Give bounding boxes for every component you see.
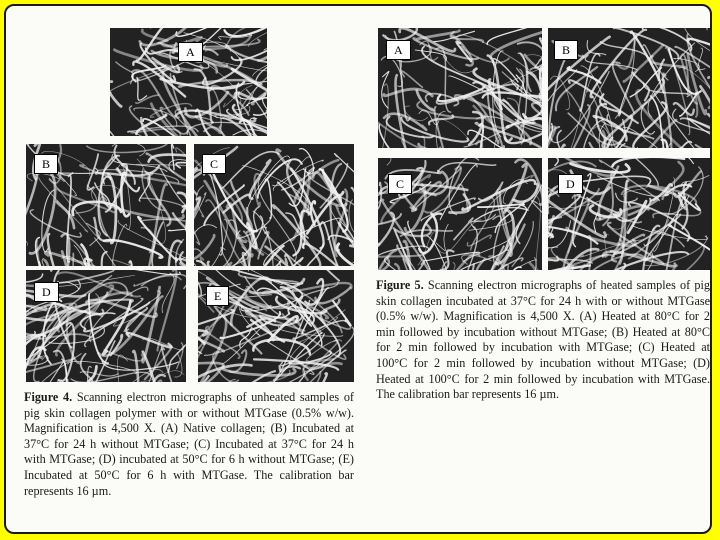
collagen-fiber	[258, 33, 267, 61]
fig5-micrograph-b	[548, 28, 710, 148]
collagen-fiber	[521, 263, 537, 270]
collagen-fiber	[205, 181, 253, 256]
collagen-fiber	[535, 47, 542, 68]
collagen-fiber	[94, 218, 113, 241]
collagen-fiber	[43, 260, 50, 266]
fig4-micrograph-d	[26, 270, 186, 382]
collagen-fiber	[26, 241, 27, 266]
collagen-fiber	[419, 144, 501, 148]
fig4-micrograph-a	[110, 28, 267, 136]
collagen-fiber	[136, 95, 159, 103]
collagen-fiber	[420, 172, 447, 195]
collagen-fiber	[285, 255, 308, 266]
fig4-panel-label-c: C	[202, 154, 226, 174]
slide	[4, 4, 712, 534]
fig5-panel-label-b: B	[554, 40, 578, 60]
collagen-fiber	[130, 351, 138, 382]
collagen-fiber	[194, 225, 217, 266]
figure4-caption-text: Scanning electron micrographs of unheated samples of pig skin collagen polymer with or without MTGase (0.5% w/w). Magnification is 4,500 X. (A) Native collagen; (B) Incubated at 37°C for 24 h without MTGase; (C) Incubated at 37°C for 24 h with MTGase; (D) incubated at 50°C for 6 h without MTGase; (E) Incubated at 50°C for 6 h with MTGase. The calibration bar represents 16 µm.	[24, 390, 354, 498]
figure5-caption-text: Scanning electron micrographs of heated samples of pig skin collagen incubated at 37°C for 24 h with or without MTGase (0.5% w/w). Magnification is 4,500 X. (A) Heated at 80°C for 2 min followed by incubation without MTGase; (B) Heated at 80°C for 2 min followed by incubation with MTGase; (C) Heated at 100°C for 2 min followed by incubation without MTGase; (D) Heated at 100°C for 2 min followed by incubation with MTGase. The calibration bar represents 16 µm.	[376, 278, 711, 402]
fig4-micrograph-b	[26, 144, 186, 266]
fig4-panel-label-d: D	[34, 282, 59, 302]
collagen-fiber	[687, 118, 710, 138]
collagen-fiber	[417, 102, 485, 118]
collagen-fiber	[225, 28, 268, 36]
collagen-fiber	[709, 103, 710, 122]
collagen-fiber	[518, 42, 542, 61]
collagen-fiber	[548, 158, 558, 165]
collagen-fiber	[579, 176, 651, 184]
collagen-fiber	[258, 178, 296, 261]
collagen-fiber	[26, 270, 52, 271]
fig4-panel-label-b: B	[34, 154, 58, 174]
collagen-fiber	[632, 226, 708, 240]
collagen-fiber	[384, 89, 432, 96]
collagen-fiber	[198, 329, 207, 335]
collagen-fiber	[613, 62, 635, 113]
fig4-panel-label-e: E	[206, 286, 229, 306]
collagen-fiber	[378, 158, 391, 175]
collagen-fiber	[476, 259, 485, 270]
fig4-panel-label-a: A	[178, 42, 203, 62]
collagen-fiber	[172, 144, 174, 170]
collagen-fiber	[378, 182, 381, 210]
fig5-micrograph-a	[378, 28, 542, 148]
fig5-micrograph-c	[378, 158, 542, 270]
figure4-caption	[24, 390, 354, 499]
collagen-fiber	[87, 144, 168, 152]
collagen-fiber	[116, 62, 134, 84]
figure5-caption-label: Figure 5.	[376, 278, 424, 292]
collagen-fiber	[26, 171, 37, 230]
collagen-fiber	[612, 158, 684, 166]
collagen-fiber	[177, 343, 183, 369]
collagen-fiber	[438, 163, 496, 173]
fig5-micrograph-d	[548, 158, 710, 270]
figure5-caption	[376, 278, 710, 403]
figure4-caption-label: Figure 4.	[24, 390, 73, 404]
collagen-fiber	[185, 92, 228, 117]
collagen-fiber	[422, 47, 494, 90]
collagen-fiber	[467, 235, 491, 246]
collagen-fiber	[349, 200, 354, 236]
fig5-panel-label-c: C	[388, 174, 412, 194]
collagen-fiber	[454, 218, 473, 240]
fig4-micrograph-e	[198, 270, 354, 382]
collagen-fiber	[110, 82, 121, 107]
collagen-fiber	[440, 165, 477, 220]
collagen-fiber	[81, 354, 93, 382]
fig4-micrograph-c	[194, 144, 354, 266]
collagen-fiber	[632, 72, 649, 100]
collagen-fiber	[696, 145, 710, 148]
collagen-fiber	[169, 228, 186, 231]
collagen-fiber	[569, 80, 638, 123]
collagen-fiber	[315, 270, 339, 281]
fig5-panel-label-d: D	[558, 174, 583, 194]
collagen-fiber	[401, 71, 422, 87]
collagen-fiber	[548, 145, 565, 148]
collagen-fiber	[401, 118, 468, 142]
fig5-panel-label-a: A	[386, 40, 411, 60]
